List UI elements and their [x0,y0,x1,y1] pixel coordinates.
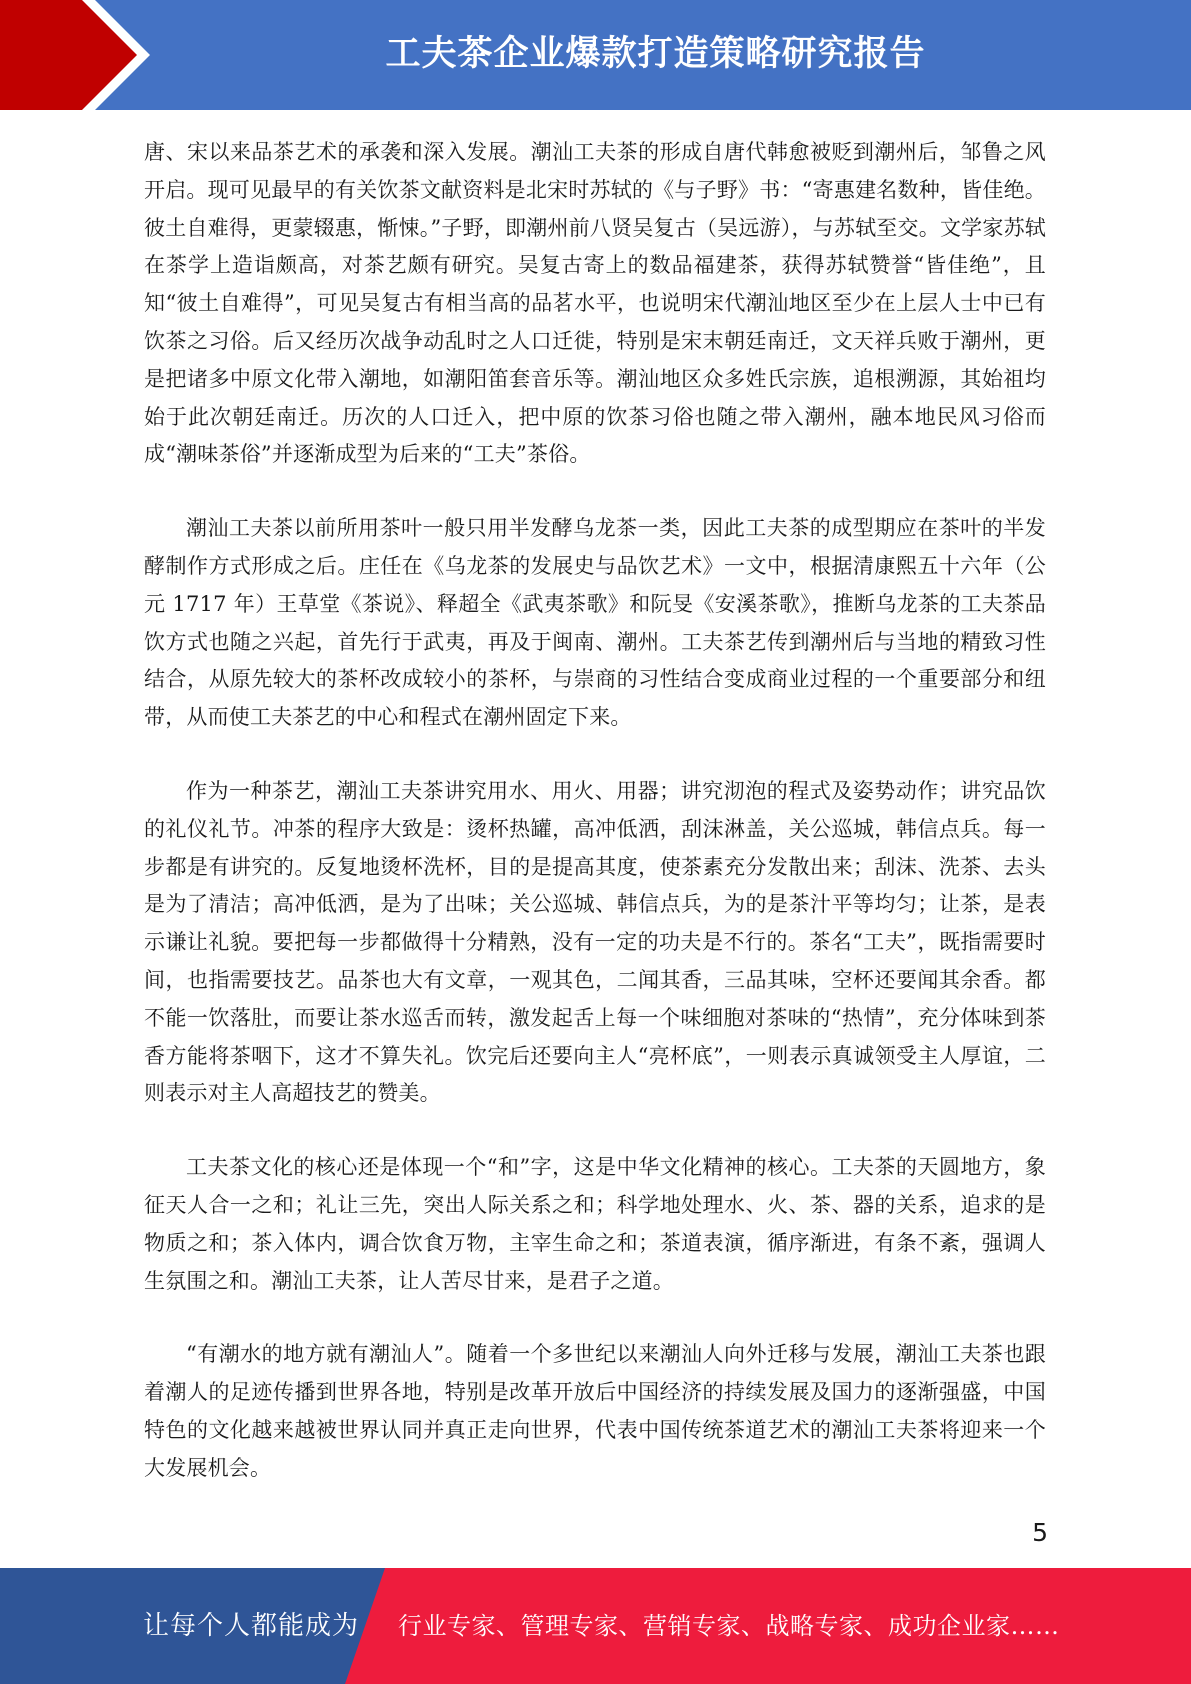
footer-slogan-roles: 行业专家、管理专家、营销专家、战略专家、成功企业家…… [398,1612,1060,1640]
page-number: 5 [1032,1518,1048,1547]
page-footer [0,1568,1191,1684]
report-body [144,134,1046,1524]
body-paragraph-1: 唐、宋以来品茶艺术的承袭和深入发展。潮汕工夫茶的形成自唐代韩愈被贬到潮州后，邹鲁之风开启。现可见最早的有关饮茶文献资料是北宋时苏轼的《与子野》书：“寄惠建名数种，皆佳绝。彼土自难得，更蒙辍惠，惭悚。”子野，即潮州前八贤吴复古（吴远游），与苏轼至交。文学家苏轼在茶学上造诣颇高，对茶艺颇有研究。吴复古寄上的数品福建茶，获得苏轼赞誉“皆佳绝”，且知“彼土自难得”，可见吴复古有相当高的品茗水平，也说明宋代潮汕地区至少在上层人士中已有饮茶之习俗。后又经历次战争动乱时之人口迁徙，特别是宋末朝廷南迁，文天祥兵败于潮州，更是把诸多中原文化带入潮地，如潮阳笛套音乐等。潮汕地区众多姓氏宗族，追根溯源，其始祖均始于此次朝廷南迁。历次的人口迁入，把中原的饮茶习俗也随之带入潮州，融本地民风习俗而成“潮味茶俗”并逐渐成型为后来的“工夫”茶俗。 [144,140,1046,467]
body-paragraph-3: 作为一种茶艺，潮汕工夫茶讲究用水、用火、用器；讲究沏泡的程式及姿势动作；讲究品饮的礼仪礼节。冲茶的程序大致是：烫杯热罐，高冲低洒，刮沫淋盖，关公巡城，韩信点兵。每一步都是有讲究的。反复地烫杯洗杯，目的是提高其度，使茶素充分发散出来；刮沫、洗茶、去头是为了清洁；高冲低洒，是为了出味；关公巡城、韩信点兵，为的是茶汁平等均匀；让茶，是表示谦让礼貌。要把每一步都做得十分精熟，没有一定的功夫是不行的。茶名“工夫”，既指需要时间，也指需要技艺。品茶也大有文章，一观其色，二闻其香，三品其味，空杯还要闻其余香。都不能一饮落肚，而要让茶水巡舌而转，激发起舌上每一个味细胞对茶味的“热情”，充分体味到茶香方能将茶咽下，这才不算失礼。饮完后还要向主人“亮杯底”，一则表示真诚领受主人厚谊，二则表示对主人高超技艺的赞美。 [144,778,1046,1106]
body-paragraph-4: 工夫茶文化的核心还是体现一个“和”字，这是中华文化精神的核心。工夫茶的天圆地方，象征天人合一之和；礼让三先，突出人际关系之和；科学地处理水、火、茶、器的关系，追求的是物质之和；茶入体内，调合饮食万物，主宰生命之和；茶道表演，循序渐进，有条不紊，强调人生氛围之和。潮汕工夫茶，让人苦尽甘来，是君子之道。 [144,1155,1046,1293]
body-paragraph-2: 潮汕工夫茶以前所用茶叶一般只用半发酵乌龙茶一类，因此工夫茶的成型期应在茶叶的半发酵制作方式形成之后。庄任在《乌龙茶的发展史与品饮艺术》一文中，根据清康熙五十六年（公元 1717 年）王草堂《茶说》、释超全《武夷茶歌》和阮旻《安溪茶歌》，推断乌龙茶的工夫茶品饮方式也随之兴起，首先行于武夷，再及于闽南、潮州。工夫茶艺传到潮州后与当地的精致习性结合，从原先较大的茶杯改成较小的茶杯，与崇商的习性结合变成商业过程的一个重要部分和纽带，从而使工夫茶艺的中心和程式在潮州固定下来。 [144,516,1046,730]
footer-slogan-lead: 让每个人都能成为 [143,1611,360,1641]
page-header [0,0,1191,110]
document-title: 工夫茶企业爆款打造策略研究报告 [385,34,926,74]
body-paragraph-5: “有潮水的地方就有潮汕人”。随着一个多世纪以来潮汕人向外迁移与发展，潮汕工夫茶也跟着潮人的足迹传播到世界各地，特别是改革开放后中国经济的持续发展及国力的逐渐强盛，中国特色的文化越来越被世界认同并真正走向世界，代表中国传统茶道艺术的潮汕工夫茶将迎来一个大发展机会。 [144,1342,1046,1480]
